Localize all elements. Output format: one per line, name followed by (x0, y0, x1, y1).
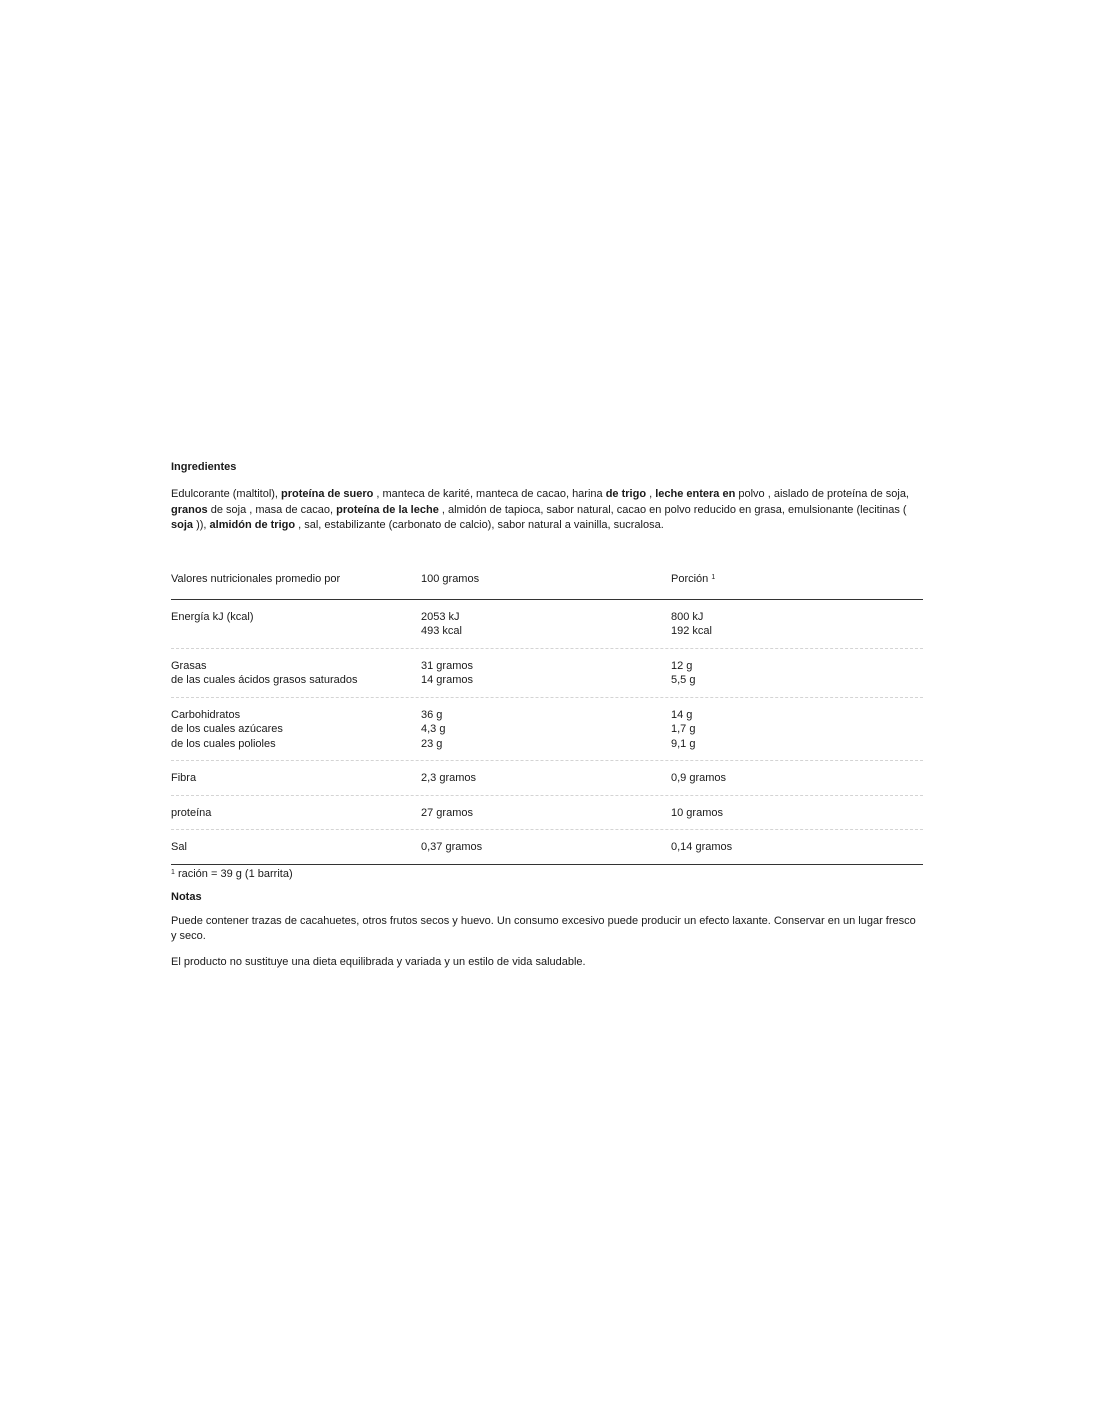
value-per-portion: 9,1 g (671, 737, 696, 750)
ingredient-text: , sal, estabilizante (carbonato de calcio), sabor natural a vainilla, sucralosa. (295, 519, 664, 531)
nutrition-row (171, 698, 923, 762)
footnote-marker: 1 (171, 868, 175, 876)
nutrient-label: de las cuales ácidos grasos saturados (171, 674, 358, 686)
value-per-100g-cell (421, 806, 671, 821)
value-per-100g-cell (421, 771, 671, 786)
value-per-portion-cell (671, 659, 923, 688)
nutrition-table (171, 572, 923, 970)
allergen: leche entera en (655, 488, 736, 500)
nutrient-label-cell (171, 840, 421, 855)
ingredient-text: )), (193, 519, 210, 531)
allergen: proteína de la leche (336, 503, 439, 516)
value-per-100g: 493 kcal (421, 625, 462, 637)
value-per-portion-cell (671, 806, 923, 821)
value-per-portion: 192 kcal (671, 625, 712, 637)
column-header-portion (671, 572, 923, 587)
product-info (171, 460, 923, 968)
value-per-100g: 2,3 gramos (421, 772, 477, 784)
nutrient-label-cell (171, 771, 421, 786)
value-per-100g-cell (421, 708, 671, 752)
value-per-100g: 0,37 gramos (421, 841, 483, 853)
nutrient-label: de los cuales polioles (171, 737, 276, 750)
nutrient-label-cell (171, 610, 421, 639)
ingredient-text: Edulcorante (maltitol), (171, 488, 282, 500)
nutrient-label: Energía kJ (kcal) (171, 610, 254, 623)
nutrient-label-cell (171, 806, 421, 821)
ingredients-text (171, 487, 923, 534)
nutrition-row (171, 649, 923, 698)
notes-paragraph: Puede contener trazas de cacahuetes, otros frutos secos y huevo. Un consumo excesivo puede producir un efecto laxante. Conservar en un lugar fresco y seco. (171, 914, 916, 942)
value-per-100g: 36 g (421, 708, 443, 721)
value-per-100g-cell (421, 610, 671, 639)
allergen: granos (171, 503, 208, 516)
value-per-100g: 4,3 g (421, 723, 446, 735)
nutrient-label: proteína (171, 806, 212, 819)
nutrition-row (171, 796, 923, 831)
notes-title: Notas (171, 890, 202, 903)
value-per-100g: 14 gramos (421, 674, 473, 686)
value-per-portion-cell (671, 708, 923, 752)
value-per-portion: 5,5 g (671, 674, 696, 686)
allergen: de trigo (605, 488, 647, 500)
value-per-portion-cell (671, 840, 923, 855)
value-per-100g: 2053 kJ (421, 610, 460, 623)
notes-paragraph: El producto no sustituye una dieta equilibrada y variada y un estilo de vida saludable. (171, 955, 586, 968)
nutrition-row (171, 761, 923, 796)
nutrient-label: Grasas (171, 659, 207, 672)
value-per-portion: 0,14 gramos (671, 841, 733, 853)
value-per-portion: 14 g (671, 708, 693, 721)
nutrient-label: Sal (171, 841, 187, 853)
value-per-100g: 23 g (421, 737, 443, 750)
nutrient-label: Carbohidratos (171, 708, 241, 721)
value-per-portion: 1,7 g (671, 723, 696, 735)
value-per-100g-cell (421, 840, 671, 855)
nutrition-row (171, 830, 923, 865)
ingredient-text: de soja , masa de cacao, (207, 503, 337, 516)
value-per-portion: 0,9 gramos (671, 772, 727, 784)
footnote-marker: 1 (711, 574, 716, 581)
ingredient-text: , almidón de tapioca, sabor natural, cacao en polvo reducido en grasa, emulsionante (lecitinas ( (438, 503, 907, 516)
allergen: proteína de suero (281, 488, 374, 500)
nutrient-label-cell (171, 659, 421, 688)
nutrition-row (171, 600, 923, 649)
value-per-portion-cell (671, 610, 923, 639)
ingredients-title: Ingredientes (171, 461, 237, 473)
value-per-portion-cell (671, 771, 923, 786)
ingredient-text: , (646, 488, 656, 500)
serving-footnote (171, 867, 923, 881)
column-header-per-100g: 100 gramos (421, 573, 480, 585)
footnote-text: ración = 39 g (1 barrita) (174, 867, 293, 880)
value-per-portion: 10 gramos (671, 806, 723, 819)
allergen: almidón de trigo (209, 519, 296, 531)
value-per-portion: 12 g (671, 659, 693, 672)
nutrition-header-row (171, 572, 923, 600)
portion-label: Porción (671, 573, 709, 585)
value-per-100g-cell (421, 659, 671, 688)
value-per-100g: 31 gramos (421, 659, 473, 672)
value-per-portion: 800 kJ (671, 610, 704, 623)
column-header-nutrient: Valores nutricionales promedio por (171, 573, 341, 585)
nutrient-label: Fibra (171, 772, 197, 784)
allergen: soja (171, 519, 194, 531)
value-per-100g: 27 gramos (421, 806, 473, 819)
ingredient-text: , manteca de karité, manteca de cacao, harina (373, 488, 606, 500)
ingredient-text: polvo , aislado de proteína de soja, (735, 488, 909, 500)
nutrient-label-cell (171, 708, 421, 752)
nutrient-label: de los cuales azúcares (171, 723, 283, 735)
